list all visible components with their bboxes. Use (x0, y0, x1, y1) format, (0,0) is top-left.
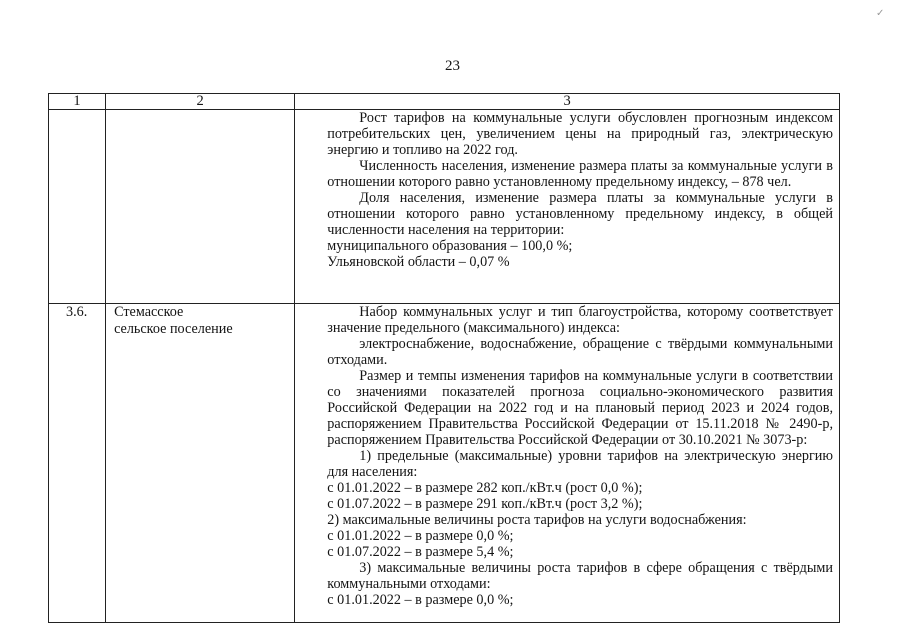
page-number: 23 (445, 58, 460, 74)
column-header: 1 (49, 94, 106, 110)
table-row (49, 110, 840, 304)
paragraph: Размер и темпы изменения тарифов на коммунальные услуги в соответствии со значениями показателей прогноза социально-экономического развития Российской Федерации на 2022 год и на плановый период 2023 и 2024 годов, распоряжением Правительства Российской Федерации от 15.11.2018 № 2490-р, распоряжением Правительства Российской Федерации от 30.10.2021 № 3073-р: (327, 368, 833, 448)
row-number (49, 110, 106, 304)
paragraph: с 01.07.2022 – в размере 291 коп./кВт.ч (рост 3,2 %); (327, 496, 643, 512)
paragraph: Рост тарифов на коммунальные услуги обусловлен прогнозным индексом потребительских цен, увеличением цены на природный газ, электрическую энергию и топливо на 2022 год. (327, 110, 833, 158)
paragraph: с 01.01.2022 – в размере 0,0 %; (327, 592, 514, 608)
settlement-name-line: Стемасское (114, 304, 184, 320)
row-description (295, 304, 840, 623)
tariff-table (48, 93, 840, 623)
scan-mark: ✓ (876, 8, 885, 19)
column-header: 3 (295, 94, 840, 110)
paragraph: с 01.01.2022 – в размере 282 коп./кВт.ч (рост 0,0 %); (327, 480, 643, 496)
paragraph: 3) максимальные величины роста тарифов в сфере обращения с твёрдыми коммунальными отходами: (327, 560, 833, 592)
table-header-row (49, 94, 840, 110)
paragraph: Доля населения, изменение размера платы за коммунальные услуги в отношении которого равно установленному предельному индексу, в общей численности населения на территории: (327, 190, 833, 238)
paragraph: 1) предельные (максимальные) уровни тарифов на электрическую энергию для населения: (327, 448, 833, 480)
table-row (49, 304, 840, 623)
paragraph: электроснабжение, водоснабжение, обращение с твёрдыми коммунальными отходами. (327, 336, 833, 368)
paragraph: Численность населения, изменение размера платы за коммунальные услуги в отношении которого равно установленному предельному индексу, – 878 чел. (327, 158, 833, 190)
paragraph: Ульяновской области – 0,07 % (327, 254, 510, 270)
column-header: 2 (106, 94, 295, 110)
paragraph: 2) максимальные величины роста тарифов на услуги водоснабжения: (327, 512, 747, 528)
paragraph: муниципального образования – 100,0 %; (327, 238, 573, 254)
row-number: 3.6. (49, 304, 106, 623)
settlement-name (106, 304, 295, 623)
paragraph: с 01.01.2022 – в размере 0,0 %; (327, 528, 514, 544)
paragraph: с 01.07.2022 – в размере 5,4 %; (327, 544, 514, 560)
paragraph: Набор коммунальных услуг и тип благоустройства, которому соответствует значение предельного (максимального) индекса: (327, 304, 833, 336)
row-description (295, 110, 840, 304)
settlement-name (106, 110, 295, 304)
settlement-name-line: сельское поселение (114, 321, 233, 337)
